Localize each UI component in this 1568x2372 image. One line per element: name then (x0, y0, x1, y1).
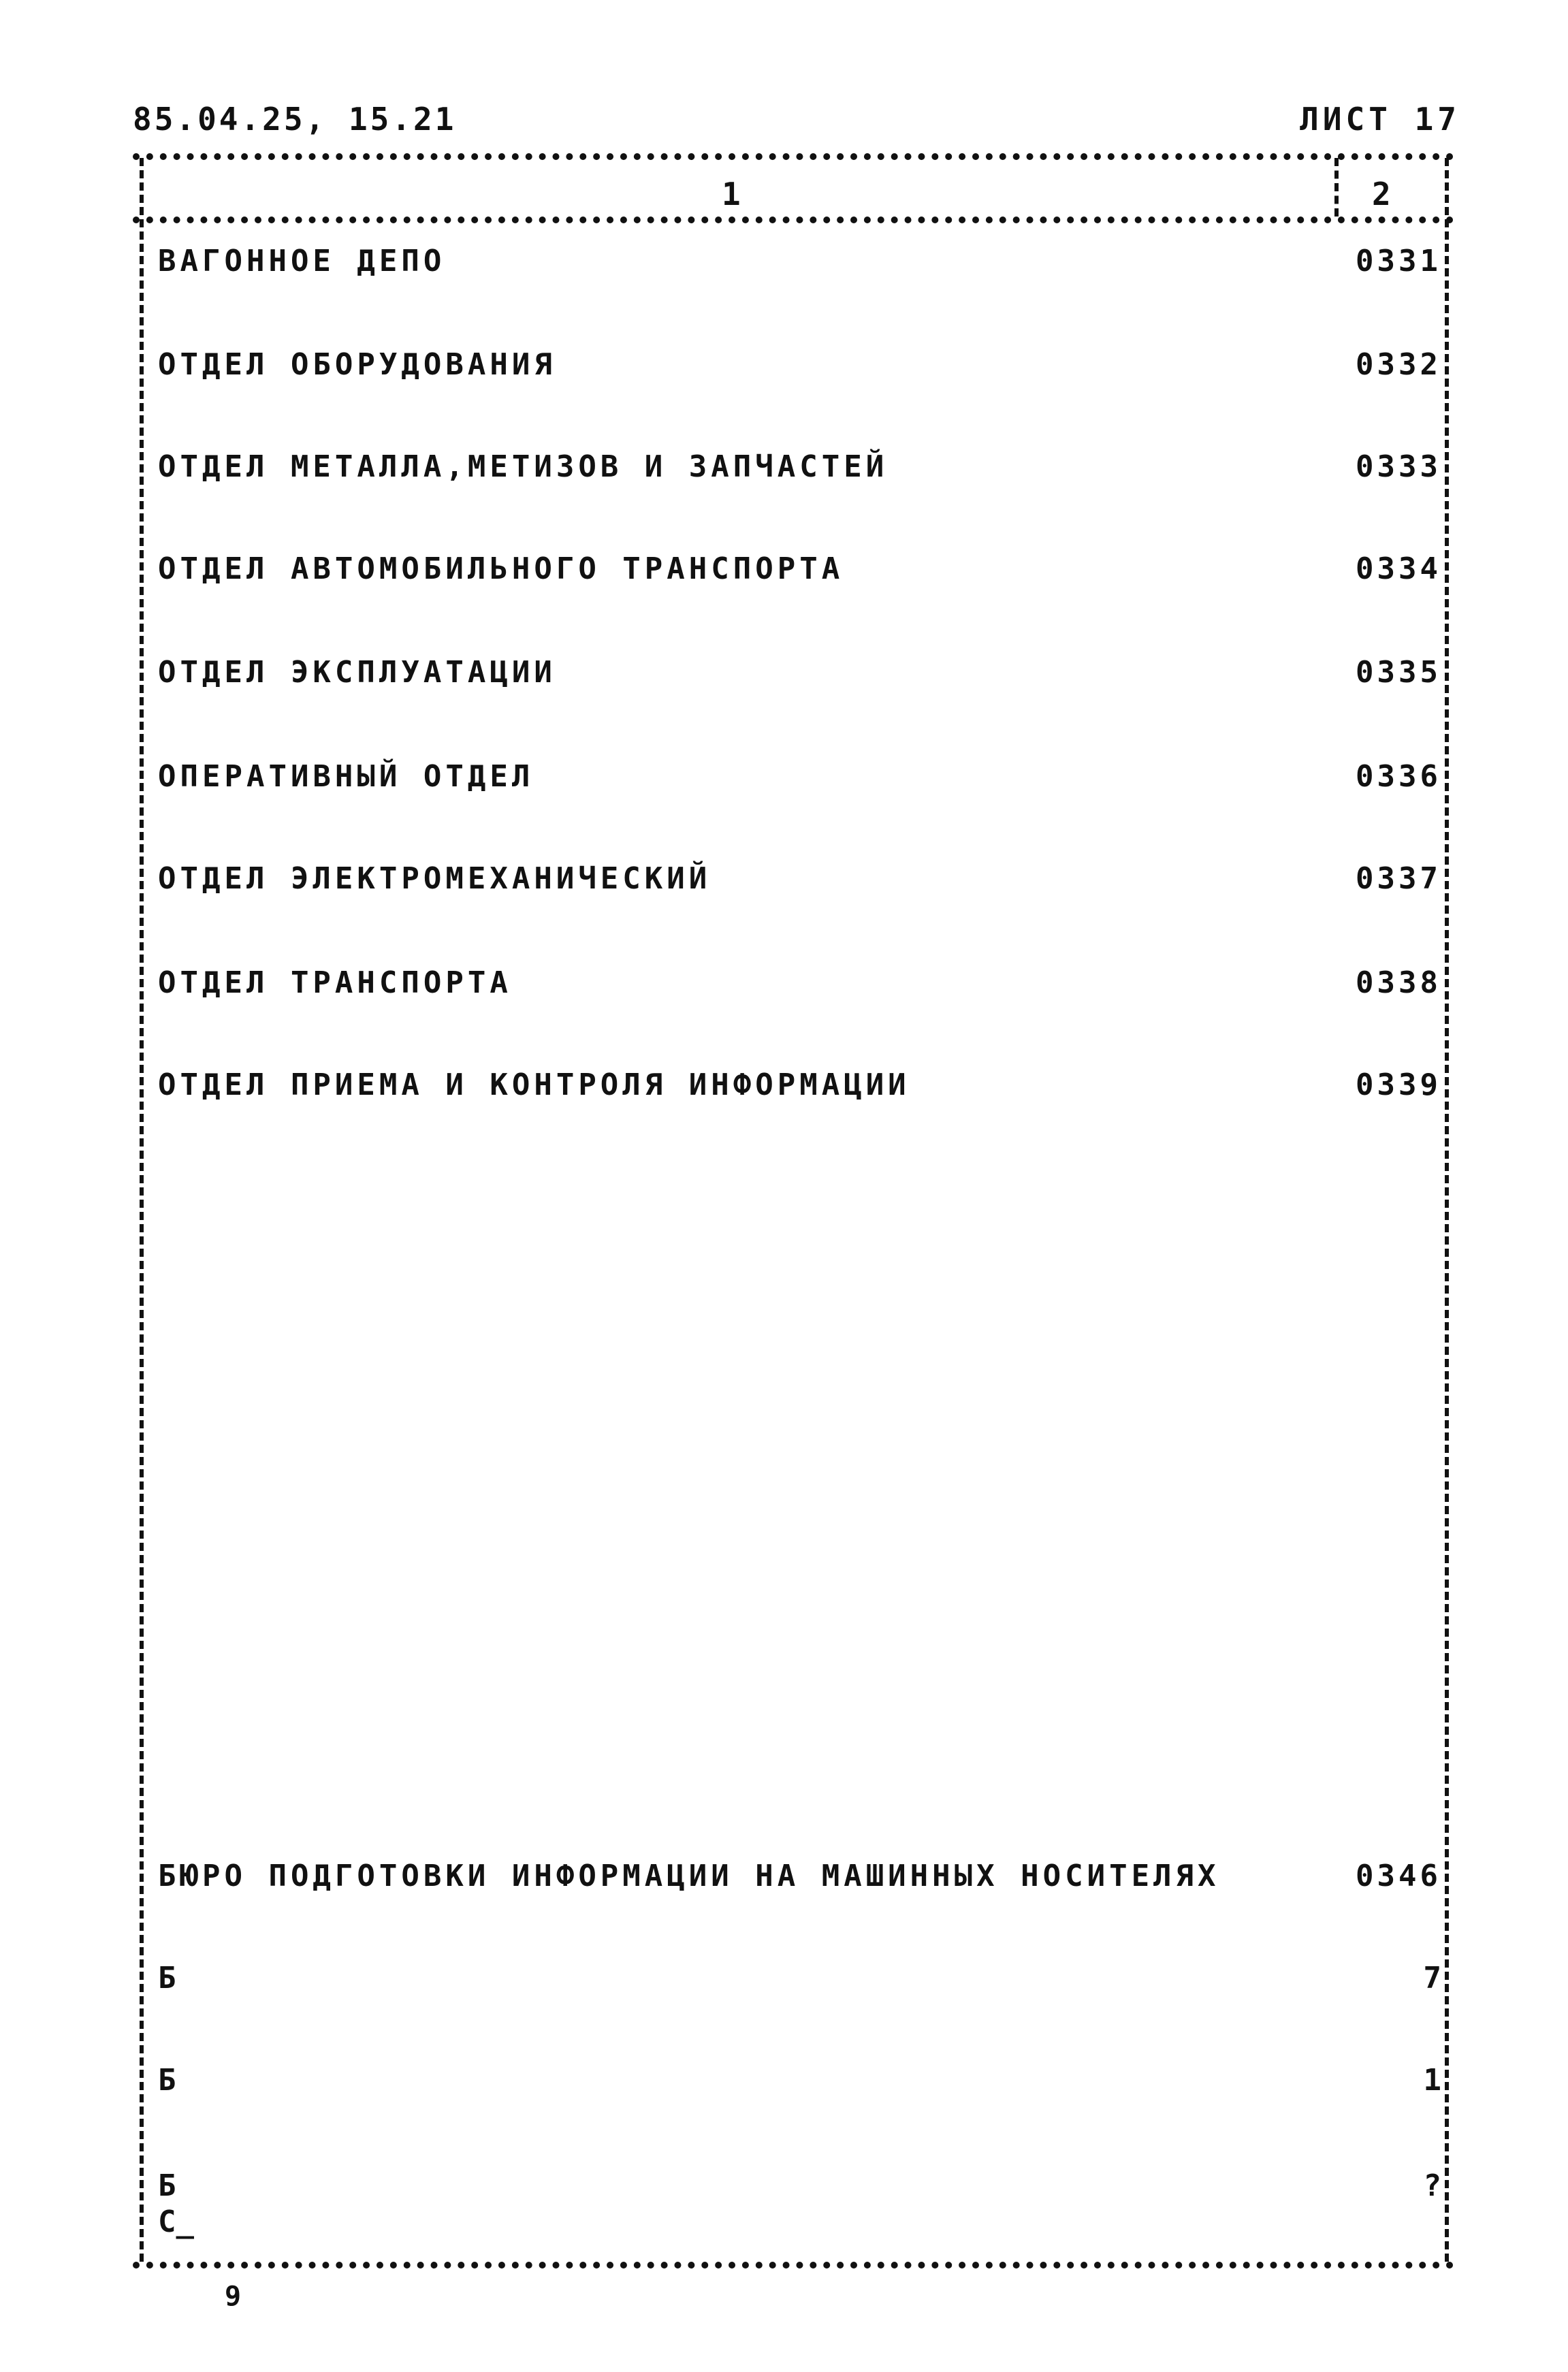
department-code: 0332 (1356, 347, 1441, 382)
row-mark: 7 (1423, 1961, 1441, 1996)
table-row (158, 347, 1441, 388)
row-letter: Б (158, 1961, 176, 1996)
department-name: ОТДЕЛ МЕТАЛЛА,МЕТИЗОВ И ЗАПЧАСТЕЙ (158, 449, 889, 484)
department-code: 0331 (1356, 244, 1441, 278)
bottom-border (133, 2262, 1454, 2269)
department-name: ВАГОННОЕ ДЕПО (158, 244, 446, 278)
department-name: ОПЕРАТИВНЫЙ ОТДЕЛ (158, 759, 534, 794)
sheet-number: ЛИСТ 17 (1300, 101, 1460, 138)
column-header-2: 2 (1372, 176, 1391, 212)
table-row (158, 965, 1441, 1006)
column-divider (1334, 158, 1339, 217)
table-row (158, 1068, 1441, 1108)
department-code: 0333 (1356, 449, 1441, 484)
row-mark: 1 (1423, 2063, 1441, 2098)
department-name: ОТДЕЛ ТРАНСПОРТА (158, 965, 512, 1000)
top-border (133, 153, 1454, 160)
department-code: 0334 (1356, 551, 1441, 586)
print-date-time: 85.04.25, 15.21 (133, 101, 457, 138)
left-border (140, 158, 144, 2262)
row-letter: Б (158, 2168, 176, 2203)
table-row (158, 861, 1441, 902)
department-name: ОТДЕЛ ОБОРУДОВАНИЯ (158, 347, 556, 382)
column-header-1: 1 (722, 176, 741, 212)
list-item (158, 2063, 1441, 2104)
list-item (158, 1961, 1441, 2002)
department-name: ОТДЕЛ ПРИЕМА И КОНТРОЛЯ ИНФОРМАЦИИ (158, 1068, 910, 1102)
department-code: 0346 (1356, 1859, 1441, 1893)
department-name: ОТДЕЛ ЭЛЕКТРОМЕХАНИЧЕСКИЙ (158, 861, 711, 896)
department-code: 0337 (1356, 861, 1441, 896)
row-letter: Б (158, 2063, 176, 2098)
department-code: 0336 (1356, 759, 1441, 794)
table-row (158, 244, 1441, 285)
header-divider (133, 217, 1454, 223)
table-row (158, 551, 1441, 592)
table-row (158, 759, 1441, 800)
table-row (158, 449, 1441, 490)
department-name: ОТДЕЛ АВТОМОБИЛЬНОГО ТРАНСПОРТА (158, 551, 844, 586)
list-item (158, 2168, 1441, 2209)
list-item (158, 2205, 1441, 2245)
department-name: БЮРО ПОДГОТОВКИ ИНФОРМАЦИИ НА МАШИННЫХ НОСИТЕЛЯХ (158, 1859, 1220, 1893)
row-mark: ? (1423, 2168, 1441, 2203)
row-letter: С_ (158, 2205, 194, 2239)
page-header (133, 101, 1460, 148)
right-border (1445, 158, 1449, 2262)
table-row (158, 655, 1441, 696)
department-code: 0335 (1356, 655, 1441, 690)
department-code: 0338 (1356, 965, 1441, 1000)
table-row (158, 1859, 1441, 1900)
department-code: 0339 (1356, 1068, 1441, 1102)
department-name: ОТДЕЛ ЭКСПЛУАТАЦИИ (158, 655, 556, 690)
page-number: 9 (225, 2281, 242, 2312)
